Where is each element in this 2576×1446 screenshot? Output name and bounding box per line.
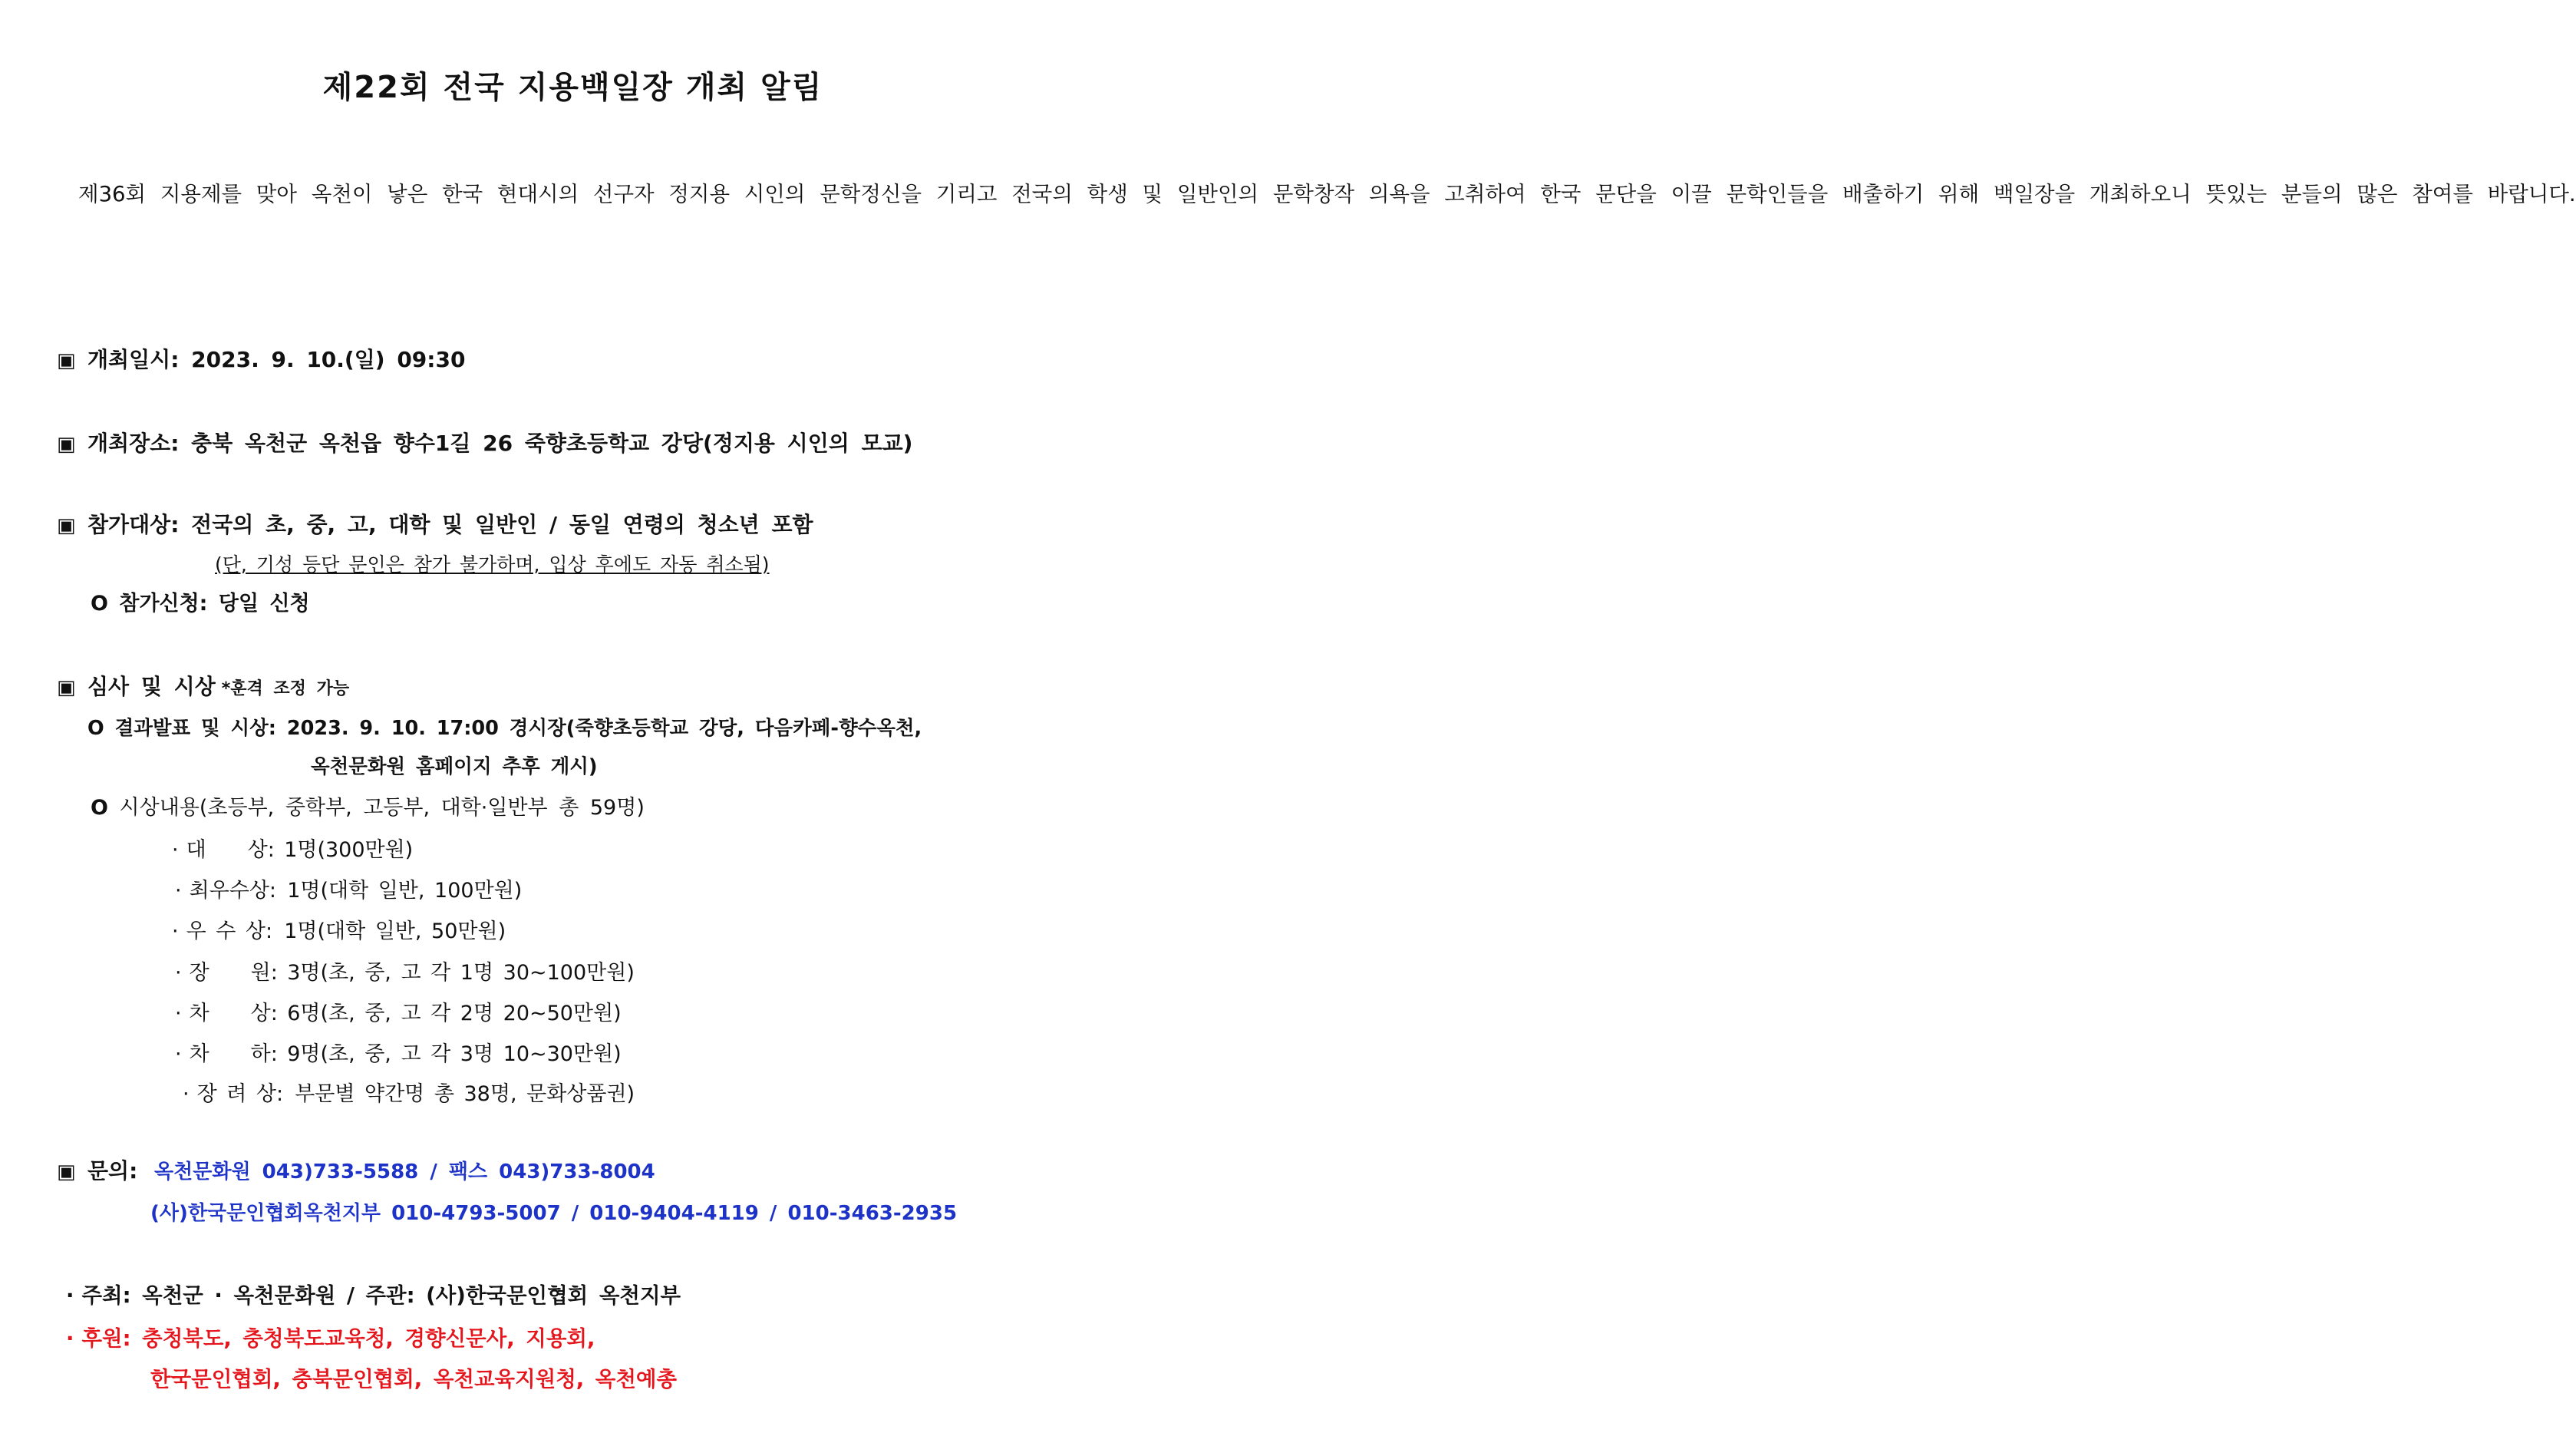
square-bullet-icon: ▣	[57, 1160, 76, 1184]
participants-section	[57, 508, 813, 539]
apply-value: 당일 신청	[218, 592, 310, 616]
host-text: 주최: 옥천군 · 옥천문화원 / 주관: (사)한국문인협회 옥천지부	[81, 1283, 681, 1308]
square-bullet-icon: ▣	[57, 676, 76, 699]
circle-bullet-icon: O	[87, 717, 104, 740]
judging-note: *훈격 조정 가능	[221, 679, 350, 698]
result-value: 2023. 9. 10. 17:00 경시장(죽향초등학교 강당, 다음카페-향수옥천,	[286, 717, 922, 740]
prize-detail: 6명(초, 중, 고 각 2명 20~50만원)	[287, 1002, 622, 1025]
prize-name: 우 수 상:	[186, 919, 273, 943]
prize-detail: 1명(대학 일반, 100만원)	[287, 879, 523, 903]
prize-row: · 대 상: 1명(300만원)	[172, 833, 413, 863]
sponsor-line-1: 후원: 충청북도, 충청북도교육청, 경향신문사, 지용회,	[81, 1326, 595, 1351]
prize-row: · 장 려 상: 부문별 약간명 총 38명, 문화상품권)	[183, 1077, 635, 1107]
prize-row: · 장 원: 3명(초, 중, 고 각 1명 30~100만원)	[175, 956, 635, 985]
result-row	[87, 713, 922, 741]
prize-detail: 1명(대학 일반, 50만원)	[284, 919, 506, 943]
awards-title: 시상내용(초등부, 중학부, 고등부, 대학·일반부 총 59명)	[119, 796, 645, 820]
prize-detail: 9명(초, 중, 고 각 3명 10~30만원)	[287, 1042, 622, 1066]
prize-detail: 3명(초, 중, 고 각 1명 30~100만원)	[287, 961, 635, 985]
prize-name: 최우수상:	[189, 879, 277, 903]
square-bullet-icon: ▣	[57, 514, 76, 537]
prize-row: · 차 하: 9명(초, 중, 고 각 3명 10~30만원)	[175, 1037, 622, 1067]
prize-name: 차 상:	[189, 1002, 278, 1025]
apply-row	[91, 586, 310, 616]
circle-bullet-icon: O	[91, 592, 108, 616]
contact-label: 문의:	[87, 1158, 138, 1184]
awards-row	[91, 791, 645, 820]
sponsor-line-2: 한국문인협회, 충북문인협회, 옥천교육지원청, 옥천예총	[150, 1367, 678, 1392]
participants-note: (단, 기성 등단 문인은 참가 불가하며, 입상 후에도 자동 취소됨)	[215, 553, 770, 576]
intro-paragraph	[57, 173, 2576, 216]
prize-detail: 부문별 약간명 총 38명, 문화상품권)	[295, 1082, 635, 1106]
prize-row: · 우 수 상: 1명(대학 일반, 50만원)	[172, 914, 506, 944]
page-title: 제22회 전국 지용백일장 개최 알림	[322, 70, 823, 105]
apply-label: 참가신청:	[119, 592, 208, 616]
prize-detail: 1명(300만원)	[284, 838, 414, 862]
square-bullet-icon: ▣	[57, 433, 76, 456]
prize-row: · 차 상: 6명(초, 중, 고 각 2명 20~50만원)	[175, 996, 622, 1026]
date-label: 개최일시:	[87, 347, 180, 372]
prize-name: 장 려 상:	[196, 1082, 284, 1106]
host-row: · 주최: 옥천군 · 옥천문화원 / 주관: (사)한국문인협회 옥천지부	[66, 1283, 681, 1308]
circle-bullet-icon: O	[91, 796, 108, 820]
prize-row: · 최우수상: 1명(대학 일반, 100만원)	[175, 873, 522, 903]
venue-section	[57, 427, 912, 457]
participants-label: 참가대상:	[87, 512, 180, 537]
date-section	[57, 343, 465, 374]
judging-section	[57, 670, 349, 701]
contact-section	[57, 1154, 655, 1185]
intro-text: 제36회 지용제를 맞아 옥천이 낳은 한국 현대시의 선구자 정지용 시인의 문학정신을 기리고 전국의 학생 및 일반인의 문학창작 의욕을 고취하여 한국 문단을 이끌 문학인들을 배출하기 위해 백일장을 개최하오니 뜻있는 분들의 많은 참여를 바랍니다.	[78, 182, 2576, 206]
contact-line-1: 옥천문화원 043)733-5588 / 팩스 043)733-8004	[154, 1160, 655, 1184]
sponsor-row: · 후원: 충청북도, 충청북도교육청, 경향신문사, 지용회,	[66, 1326, 595, 1351]
square-bullet-icon: ▣	[57, 349, 76, 372]
prize-name: 장 원:	[189, 961, 278, 985]
date-value: 2023. 9. 10.(일) 09:30	[191, 347, 466, 372]
judging-label: 심사 및 시상	[87, 674, 216, 699]
prize-name: 차 하:	[189, 1042, 278, 1066]
prize-name: 대 상:	[186, 838, 275, 862]
participants-value: 전국의 초, 중, 고, 대학 및 일반인 / 동일 연령의 청소년 포함	[191, 512, 813, 537]
venue-value: 충북 옥천군 옥천읍 향수1길 26 죽향초등학교 강당(정지용 시인의 모교)	[191, 431, 913, 456]
result-label: 결과발표 및 시상:	[114, 717, 276, 740]
result-value-continued: 옥천문화원 홈페이지 추후 게시)	[311, 755, 598, 778]
venue-label: 개최장소:	[87, 431, 180, 456]
contact-line-2: (사)한국문인협회옥천지부 010-4793-5007 / 010-9404-4119 / 010-3463-2935	[150, 1202, 958, 1225]
